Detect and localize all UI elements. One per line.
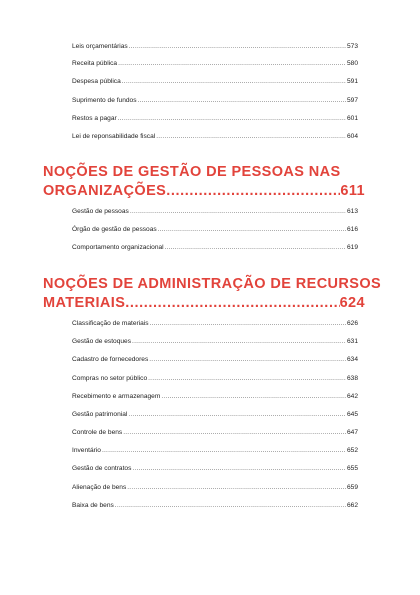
toc-entry-orgao-de-gestao-de-pessoas[interactable] <box>72 225 358 235</box>
toc-entry-label: Comportamento organizacional <box>72 244 164 251</box>
dot-leader <box>128 410 346 420</box>
toc-entry-baixa-de-bens[interactable] <box>72 501 358 511</box>
toc-entry-label: Inventário <box>72 447 101 454</box>
toc-entry-page: 647 <box>346 429 358 436</box>
toc-entry-page: 659 <box>346 484 358 491</box>
dot-leader <box>149 355 346 365</box>
toc-entry-label: Restos a pagar <box>72 115 117 122</box>
toc-entry-recebimento-e-armazenagem[interactable] <box>72 392 358 402</box>
toc-entry-page: 634 <box>346 356 358 363</box>
toc-entry-page: 631 <box>346 338 358 345</box>
dot-leader <box>150 319 346 329</box>
toc-entry-cadastro-de-fornecedores[interactable] <box>72 355 358 365</box>
dot-leader <box>115 501 346 511</box>
dot-leader <box>130 207 346 217</box>
toc-entry-page: 655 <box>346 465 358 472</box>
toc-entry-page: 638 <box>346 375 358 382</box>
toc-entry-lei-de-responsabilidade-fiscal[interactable] <box>72 132 358 142</box>
section-heading-recursos-materiais[interactable] <box>43 275 382 313</box>
toc-entry-suprimento-de-fundos[interactable] <box>72 96 358 106</box>
dot-leader <box>138 96 346 106</box>
dot-leader <box>148 374 346 384</box>
toc-entry-gestao-de-contratos[interactable] <box>72 464 358 474</box>
dot-leader <box>129 42 346 52</box>
toc-entry-label: Lei de reponsabilidade fiscal <box>72 133 156 140</box>
dot-leader <box>118 114 346 124</box>
toc-entry-page: 662 <box>346 502 358 509</box>
toc-entry-label: Baixa de bens <box>72 502 114 509</box>
section-title-line2: ORGANIZAÇÕES <box>43 183 167 199</box>
toc-entry-restos-a-pagar[interactable] <box>72 114 358 124</box>
toc-entry-label: Gestão de pessoas <box>72 208 129 215</box>
section-title-line2: MATERIAIS <box>43 295 126 311</box>
dot-leader <box>158 225 346 235</box>
toc-entry-label: Classificação de materiais <box>72 320 149 327</box>
section-title-line1: NOÇÕES DE GESTÃO DE PESSOAS NAS <box>43 164 341 180</box>
section-title-line2-row <box>43 182 365 201</box>
toc-entry-label: Compras no setor público <box>72 375 148 382</box>
toc-entry-label: Gestão patrimonial <box>72 411 128 418</box>
toc-entry-page: 601 <box>346 115 358 122</box>
toc-entry-label: Cadastro de fornecedores <box>72 356 149 363</box>
dot-leader <box>132 464 346 474</box>
toc-entry-alienacao-de-bens[interactable] <box>72 483 358 493</box>
toc-entry-compras-no-setor-publico[interactable] <box>72 374 358 384</box>
toc-entry-page: 580 <box>346 60 358 67</box>
toc-entry-comportamento-organizacional[interactable] <box>72 243 358 253</box>
toc-entry-page: 613 <box>346 208 358 215</box>
toc-entry-label: Gestão de contratos <box>72 465 132 472</box>
dot-leader <box>132 337 346 347</box>
section-page-number: 624 <box>339 295 365 311</box>
toc-entry-label: Despesa pública <box>72 78 121 85</box>
section-title-line2-row <box>43 294 365 313</box>
heading-dot-leader <box>166 182 340 201</box>
dot-leader <box>165 243 346 253</box>
section-page-number: 611 <box>340 183 365 199</box>
toc-entry-gestao-patrimonial[interactable] <box>72 410 358 420</box>
toc-entry-label: Alienação de bens <box>72 484 127 491</box>
toc-entry-label: Suprimento de fundos <box>72 97 137 104</box>
dot-leader <box>123 428 346 438</box>
heading-dot-leader <box>125 294 339 313</box>
dot-leader <box>127 483 346 493</box>
dot-leader <box>161 392 346 402</box>
toc-entry-label: Leis orçamentárias <box>72 43 128 50</box>
toc-entry-inventario[interactable] <box>72 446 358 456</box>
toc-entry-despesa-publica[interactable] <box>72 77 358 87</box>
toc-entry-page: 604 <box>346 133 358 140</box>
toc-entry-page: 626 <box>346 320 358 327</box>
dot-leader <box>156 132 346 142</box>
toc-entry-gestao-de-estoques[interactable] <box>72 337 358 347</box>
toc-entry-page: 573 <box>346 43 358 50</box>
toc-entry-label: Gestão de estoques <box>72 338 132 345</box>
toc-entry-leis-orcamentarias[interactable] <box>72 42 358 52</box>
dot-leader <box>102 446 346 456</box>
toc-entry-gestao-de-pessoas[interactable] <box>72 207 358 217</box>
toc-entry-label: Controle de bens <box>72 429 123 436</box>
toc-entry-page: 597 <box>346 97 358 104</box>
toc-entry-page: 616 <box>346 226 358 233</box>
toc-entry-receita-publica[interactable] <box>72 59 358 69</box>
section-heading-gestao-de-pessoas[interactable] <box>43 163 365 201</box>
toc-entry-page: 591 <box>346 78 358 85</box>
toc-entry-controle-de-bens[interactable] <box>72 428 358 438</box>
toc-entry-label: Órgão de gestão de pessoas <box>72 226 157 233</box>
dot-leader <box>118 59 346 69</box>
toc-entry-page: 652 <box>346 447 358 454</box>
toc-entry-page: 642 <box>346 393 358 400</box>
dot-leader <box>122 77 346 87</box>
toc-entry-classificacao-de-materiais[interactable] <box>72 319 358 329</box>
section-title-line1: NOÇÕES DE ADMINISTRAÇÃO DE RECURSOS <box>43 276 382 292</box>
toc-entry-page: 645 <box>346 411 358 418</box>
toc-entry-label: Receita pública <box>72 60 118 67</box>
toc-entry-label: Recebimento e armazenagem <box>72 393 161 400</box>
toc-entry-page: 619 <box>346 244 358 251</box>
